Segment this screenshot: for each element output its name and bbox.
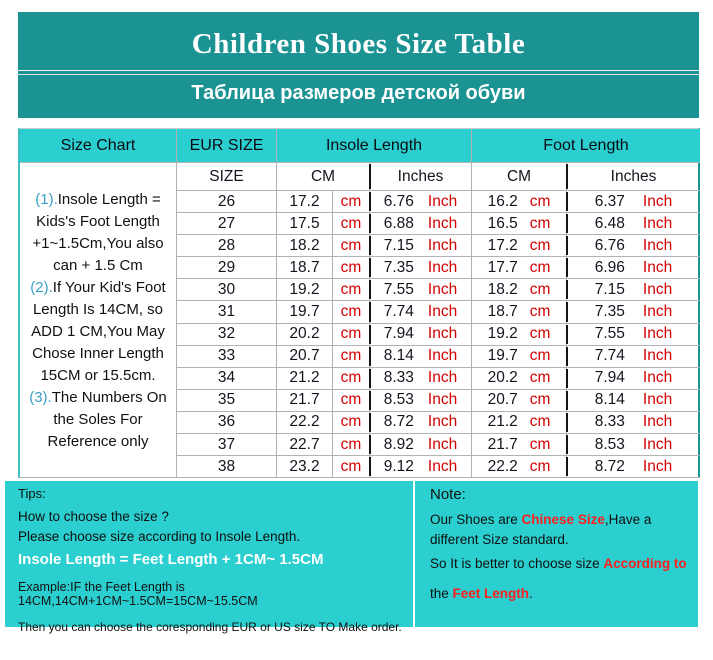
note-text: The Numbers On the Soles For Reference only [47,388,167,450]
foot-cm-cell [472,346,567,368]
foot-cm-value: 20.7 [487,391,518,409]
note-p2-highlight: According to [603,556,687,571]
insole-inches-cell [370,456,472,478]
note-p3-highlight: Feet Length [452,586,530,601]
insole-inches-cell [370,390,472,412]
insole-cm-value-cell: 20.7 [277,346,333,368]
inch-unit-label: Inch [642,303,673,321]
cm-unit-label: cm [529,192,551,210]
insole-inches-cell [370,368,472,390]
note-p3-text-end: . [529,586,533,601]
foot-inches-cell [567,412,700,434]
foot-inches-value: 7.15 [594,280,625,298]
insole-inches-cell [370,434,472,456]
insole-cm-unit-cell: cm [333,434,370,456]
insole-cm-unit-cell: cm [333,324,370,346]
eur-size-cell: 35 [177,390,277,412]
inch-unit-label: Inch [642,280,673,298]
note-marker: (1). [35,190,58,208]
inch-unit-label: Inch [427,325,458,343]
insole-inches-value: 8.72 [383,413,414,431]
foot-cm-value: 19.7 [487,347,518,365]
foot-inches-cell [567,213,700,235]
foot-inches-cell [567,191,700,213]
insole-inches-value: 7.15 [383,236,414,254]
inch-unit-label: Inch [642,236,673,254]
insole-inches-cell [370,257,472,279]
cm-unit-label: cm [529,391,551,409]
eur-size-cell: 30 [177,279,277,301]
size-chart-note [22,189,174,277]
insole-inches-value: 6.76 [383,192,414,210]
inch-unit-label: Inch [642,325,673,343]
page-subtitle-russian: Таблица размеров детской обуви [191,82,526,104]
tips-section [5,481,413,634]
foot-inches-cell [567,434,700,456]
inch-unit-label: Inch [427,303,458,321]
insole-cm-value-cell: 20.2 [277,324,333,346]
foot-cm-cell [472,213,567,235]
tips-advice: Please choose size according to Insole Length. [18,529,301,544]
foot-cm-value: 21.2 [487,413,518,431]
note-p1-text: Our Shoes are [430,512,522,527]
inch-unit-label: Inch [427,236,458,254]
foot-cm-value: 17.2 [487,236,518,254]
foot-cm-cell [472,301,567,323]
foot-inches-value: 8.14 [594,391,625,409]
tips-order-hint: Then you can choose the coresponding EUR or US size TO Make order. [18,620,402,634]
inch-unit-label: Inch [642,457,673,475]
insole-cm-unit-cell: cm [333,412,370,434]
eur-size-cell: 38 [177,456,277,478]
insole-inches-cell [370,213,472,235]
foot-inches-cell [567,324,700,346]
foot-inches-value: 8.33 [594,413,625,431]
cm-unit-label: cm [529,435,551,453]
foot-cm-cell [472,368,567,390]
note-paragraph-3 [430,584,533,604]
cm-unit-label: cm [529,369,551,387]
insole-cm-unit-cell: cm [333,213,370,235]
inch-unit-label: Inch [427,258,458,276]
subheader-foot-cm: CM [472,163,567,191]
note-section [413,481,698,627]
tips-question: How to choose the size ? [18,509,169,524]
inch-unit-label: Inch [642,258,673,276]
inch-unit-label: Inch [427,435,458,453]
insole-cm-value-cell: 19.7 [277,301,333,323]
inch-unit-label: Inch [642,391,673,409]
cm-unit-label: cm [529,347,551,365]
insole-inches-cell [370,324,472,346]
foot-cm-cell [472,434,567,456]
foot-cm-value: 20.2 [487,369,518,387]
eur-size-cell: 34 [177,368,277,390]
subheader-insole-inches: Inches [370,163,472,191]
foot-inches-value: 8.53 [594,435,625,453]
insole-cm-unit-cell: cm [333,257,370,279]
foot-cm-value: 22.2 [487,457,518,475]
inch-unit-label: Inch [642,413,673,431]
note-p2-text: So It is better to choose size [430,556,604,571]
insole-cm-value-cell: 23.2 [277,456,333,478]
foot-inches-cell [567,257,700,279]
insole-inches-value: 7.35 [383,258,414,276]
foot-cm-value: 19.2 [487,325,518,343]
foot-inches-cell [567,301,700,323]
inch-unit-label: Inch [427,413,458,431]
insole-inches-cell [370,412,472,434]
insole-cm-value-cell: 22.2 [277,412,333,434]
inch-unit-label: Inch [427,280,458,298]
eur-size-cell: 26 [177,191,277,213]
eur-size-cell: 32 [177,324,277,346]
inch-unit-label: Inch [427,369,458,387]
eur-size-cell: 36 [177,412,277,434]
subheader-size: SIZE [177,163,277,191]
insole-cm-value-cell: 21.7 [277,390,333,412]
foot-inches-value: 7.94 [594,369,625,387]
note-p3-text: the [430,586,453,601]
tips-label: Tips: [18,486,46,501]
tips-example: Example:IF the Feet Length is 14CM,14CM+1CM~1.5CM=15CM~15.5CM [18,580,258,608]
cm-unit-label: cm [529,280,551,298]
insole-cm-unit-cell: cm [333,456,370,478]
note-text: If Your Kid's Foot Length Is 14CM, so ADD 1 CM,You May Chose Inner Length 15CM or 15.5cm. [31,278,166,384]
footer-band [5,481,698,634]
foot-cm-cell [472,279,567,301]
insole-cm-value-cell: 19.2 [277,279,333,301]
foot-inches-value: 6.76 [594,236,625,254]
top-banner [18,12,699,118]
foot-inches-cell [567,390,700,412]
inch-unit-label: Inch [427,457,458,475]
tips-formula: Insole Length = Feet Length + 1CM~ 1.5CM [18,551,324,568]
inch-unit-label: Inch [642,435,673,453]
note-p1-text-end: ,Have a different Size standard. [430,512,652,547]
insole-cm-value-cell: 17.2 [277,191,333,213]
note-label: Note: [430,486,466,503]
insole-inches-value: 8.14 [383,347,414,365]
subheader-insole-cm: CM [277,163,370,191]
eur-size-cell: 29 [177,257,277,279]
note-marker: (3). [29,388,52,406]
inch-unit-label: Inch [427,214,458,232]
foot-cm-value: 16.2 [487,192,518,210]
column-header-size-chart: Size Chart [20,129,177,163]
inch-unit-label: Inch [642,214,673,232]
cm-unit-label: cm [529,258,551,276]
eur-size-cell: 33 [177,346,277,368]
column-header-insole-length: Insole Length [277,129,472,163]
foot-cm-cell [472,390,567,412]
insole-cm-unit-cell: cm [333,346,370,368]
column-header-foot-length: Foot Length [472,129,700,163]
foot-cm-value: 16.5 [487,214,518,232]
foot-inches-value: 7.74 [594,347,625,365]
cm-unit-label: cm [529,303,551,321]
note-marker: (2). [30,278,53,296]
insole-cm-value-cell: 18.7 [277,257,333,279]
foot-inches-value: 8.72 [594,457,625,475]
insole-cm-unit-cell: cm [333,191,370,213]
page-title: Children Shoes Size Table [191,28,526,60]
insole-inches-value: 9.12 [383,457,414,475]
foot-cm-value: 18.7 [487,303,518,321]
eur-size-cell: 31 [177,301,277,323]
subheader-foot-inches: Inches [567,163,700,191]
eur-size-cell: 37 [177,434,277,456]
size-table [18,128,700,478]
insole-inches-cell [370,191,472,213]
foot-cm-cell [472,456,567,478]
insole-inches-value: 7.55 [383,280,414,298]
insole-cm-unit-cell: cm [333,390,370,412]
insole-cm-value-cell: 18.2 [277,235,333,257]
insole-cm-value-cell: 22.7 [277,434,333,456]
note-p1-highlight: Chinese Size [521,512,605,527]
foot-inches-cell [567,456,700,478]
insole-inches-value: 6.88 [383,214,414,232]
cm-unit-label: cm [529,325,551,343]
foot-cm-cell [472,412,567,434]
insole-inches-cell [370,346,472,368]
foot-cm-cell [472,257,567,279]
foot-inches-cell [567,346,700,368]
insole-inches-cell [370,301,472,323]
foot-inches-value: 6.48 [594,214,625,232]
column-header-eur-size: EUR SIZE [177,129,277,163]
inch-unit-label: Inch [642,347,673,365]
note-text: Insole Length = Kids's Foot Length +1~1.5Cm,You also can + 1.5 Cm [32,190,164,274]
insole-cm-unit-cell: cm [333,235,370,257]
foot-inches-value: 6.37 [594,192,625,210]
insole-inches-cell [370,279,472,301]
foot-inches-cell [567,235,700,257]
double-rule-divider [18,70,699,75]
foot-cm-cell [472,191,567,213]
insole-cm-value-cell: 21.2 [277,368,333,390]
inch-unit-label: Inch [427,391,458,409]
foot-inches-cell [567,279,700,301]
size-chart-note [22,277,174,387]
foot-cm-value: 18.2 [487,280,518,298]
inch-unit-label: Inch [642,192,673,210]
eur-size-cell: 27 [177,213,277,235]
size-chart-notes [20,163,177,478]
note-paragraph-2 [430,554,687,574]
eur-size-cell: 28 [177,235,277,257]
insole-inches-cell [370,235,472,257]
foot-inches-cell [567,368,700,390]
insole-inches-value: 8.53 [383,391,414,409]
foot-inches-value: 7.35 [594,303,625,321]
inch-unit-label: Inch [642,369,673,387]
cm-unit-label: cm [529,214,551,232]
insole-cm-unit-cell: cm [333,368,370,390]
foot-cm-value: 21.7 [487,435,518,453]
cm-unit-label: cm [529,413,551,431]
cm-unit-label: cm [529,236,551,254]
foot-cm-value: 17.7 [487,258,518,276]
insole-cm-value-cell: 17.5 [277,213,333,235]
insole-cm-unit-cell: cm [333,279,370,301]
insole-cm-unit-cell: cm [333,301,370,323]
foot-inches-value: 7.55 [594,325,625,343]
inch-unit-label: Inch [427,192,458,210]
insole-inches-value: 7.74 [383,303,414,321]
cm-unit-label: cm [529,457,551,475]
insole-inches-value: 7.94 [383,325,414,343]
size-chart-note [22,387,174,453]
foot-cm-cell [472,324,567,346]
insole-inches-value: 8.33 [383,369,414,387]
insole-inches-value: 8.92 [383,435,414,453]
inch-unit-label: Inch [427,347,458,365]
foot-cm-cell [472,235,567,257]
foot-inches-value: 6.96 [594,258,625,276]
note-paragraph-1 [430,510,694,550]
